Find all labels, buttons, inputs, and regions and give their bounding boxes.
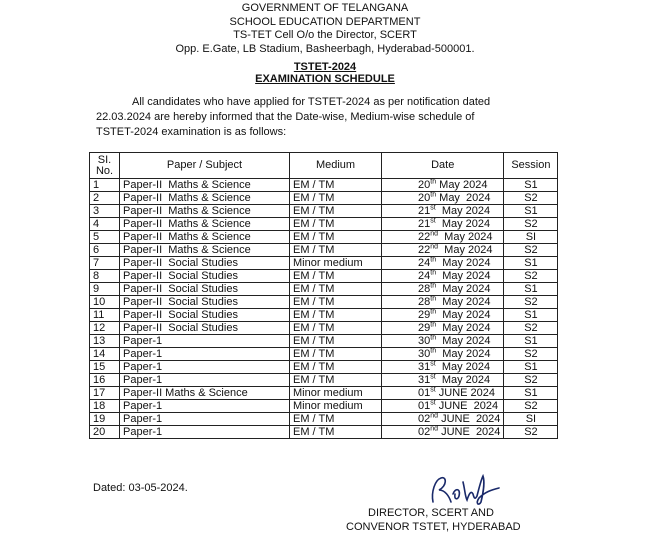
cell-paper: Paper-II Maths & Science (120, 387, 290, 400)
cell-session: S1 (504, 283, 558, 296)
table-row (90, 218, 558, 231)
table-row (90, 192, 558, 205)
date-day: 24 (418, 257, 431, 269)
cell-paper: Paper-II Maths & Science (120, 231, 290, 244)
cell-paper: Paper-II Maths & Science (120, 192, 290, 205)
cell-sl-no: 7 (90, 257, 120, 270)
cell-medium: EM / TM (290, 283, 382, 296)
schedule-table-body (90, 179, 558, 439)
office-address: Opp. E.Gate, LB Stadium, Basheerbagh, Hyderabad-500001. (175, 42, 475, 55)
signatory-title: DIRECTOR, SCERT AND (368, 507, 494, 519)
table-row (90, 231, 558, 244)
header-date: Date (382, 153, 504, 179)
cell-paper: Paper-1 (120, 413, 290, 426)
cell-date (382, 270, 504, 283)
cell-medium: EM / TM (290, 296, 382, 309)
date-month-year: May 2024 (436, 309, 491, 321)
cell-date (382, 205, 504, 218)
table-row (90, 335, 558, 348)
date-month-year: May 2024 (436, 257, 491, 269)
date-day: 01 (418, 400, 431, 412)
cell-medium: EM / TM (290, 309, 382, 322)
date-suffix: nd (430, 425, 439, 433)
cell-medium: EM / TM (290, 192, 382, 205)
date-suffix: nd (430, 412, 439, 420)
date-month-year: May 2024 (436, 179, 488, 191)
date-day: 30 (418, 335, 431, 347)
schedule-table (89, 152, 558, 439)
date-suffix: th (430, 295, 437, 303)
cell-medium: EM / TM (290, 361, 382, 374)
intro-paragraph (96, 95, 570, 140)
date-month-year: May 2024 (435, 205, 491, 217)
cell-medium: EM / TM (290, 413, 382, 426)
signatory-designation: CONVENOR TSTET, HYDERABAD (346, 521, 521, 533)
table-row (90, 309, 558, 322)
cell-paper: Paper-II Social Studies (120, 296, 290, 309)
cell-session: S1 (504, 179, 558, 192)
table-row (90, 283, 558, 296)
cell-medium: EM / TM (290, 348, 382, 361)
cell-sl-no: 5 (90, 231, 120, 244)
table-header-row (90, 153, 558, 179)
cell-sl-no: 6 (90, 244, 120, 257)
date-suffix: th (430, 256, 437, 264)
cell-date (382, 387, 504, 400)
cell-medium: EM / TM (290, 335, 382, 348)
date-suffix: th (430, 347, 437, 355)
date-month-year: May 2024 (436, 296, 491, 308)
date-suffix: nd (430, 230, 439, 238)
date-day: 21 (418, 218, 431, 230)
cell-medium: Minor medium (290, 257, 382, 270)
cell-paper: Paper-1 (120, 374, 290, 387)
table-row (90, 400, 558, 413)
cell-date (382, 296, 504, 309)
cell-date (382, 218, 504, 231)
date-day: 28 (418, 296, 431, 308)
cell-medium: EM / TM (290, 179, 382, 192)
cell-medium: Minor medium (290, 387, 382, 400)
date-month-year: May 2024 (436, 335, 491, 347)
cell-sl-no: 8 (90, 270, 120, 283)
cell-medium: Minor medium (290, 400, 382, 413)
date-suffix: th (430, 282, 437, 290)
date-day: 22 (418, 244, 431, 256)
table-row (90, 348, 558, 361)
cell-session: S2 (504, 322, 558, 335)
cell-paper: Paper-1 (120, 361, 290, 374)
date-day: 22 (418, 231, 431, 243)
date-month-year: JUNE 2024 (438, 426, 501, 438)
cell-sl-no: 17 (90, 387, 120, 400)
department-name: SCHOOL EDUCATION DEPARTMENT (229, 15, 421, 28)
cell-session: S2 (504, 218, 558, 231)
cell-paper: Paper-II Social Studies (120, 257, 290, 270)
cell-date (382, 322, 504, 335)
cell-session: S2 (504, 270, 558, 283)
date-suffix: th (430, 334, 437, 342)
cell-date (382, 179, 504, 192)
table-row (90, 179, 558, 192)
cell-date (382, 426, 504, 439)
cell-medium: EM / TM (290, 244, 382, 257)
cell-medium: EM / TM (290, 426, 382, 439)
date-day: 20 (418, 179, 431, 191)
date-suffix: nd (430, 243, 439, 251)
date-month-year: JUNE 2024 (438, 413, 501, 425)
date-suffix: th (430, 269, 437, 277)
date-suffix: st (430, 373, 436, 381)
cell-date (382, 335, 504, 348)
cell-paper: Paper-II Social Studies (120, 283, 290, 296)
dated-line: Dated: 03-05-2024. (93, 482, 188, 494)
date-suffix: st (430, 204, 436, 212)
cell-sl-no: 16 (90, 374, 120, 387)
table-row (90, 374, 558, 387)
date-month-year: May 2024 (436, 283, 491, 295)
cell-sl-no: 12 (90, 322, 120, 335)
cell-date (382, 400, 504, 413)
cell-date (382, 192, 504, 205)
cell-session: S2 (504, 348, 558, 361)
header-session: Session (504, 153, 558, 179)
date-month-year: May 2024 (436, 192, 491, 204)
date-day: 21 (418, 205, 431, 217)
cell-session: S2 (504, 426, 558, 439)
date-day: 29 (418, 322, 431, 334)
cell-date (382, 231, 504, 244)
header-paper: Paper / Subject (120, 153, 290, 179)
cell-sl-no: 14 (90, 348, 120, 361)
cell-sl-no: 3 (90, 205, 120, 218)
cell-date (382, 348, 504, 361)
cell-session: S1 (504, 257, 558, 270)
date-day: 01 (418, 387, 431, 399)
date-month-year: May 2024 (435, 374, 491, 386)
cell-date (382, 244, 504, 257)
signature-image (425, 472, 505, 506)
cell-sl-no: 9 (90, 283, 120, 296)
cell-session: S1 (504, 335, 558, 348)
date-month-year: May 2024 (438, 231, 493, 243)
cell-session: S2 (504, 296, 558, 309)
cell-sl-no: 2 (90, 192, 120, 205)
date-month-year: May 2024 (435, 218, 491, 230)
cell-paper: Paper-II Social Studies (120, 309, 290, 322)
cell-date (382, 413, 504, 426)
date-suffix: th (430, 178, 437, 186)
table-row (90, 257, 558, 270)
date-suffix: st (430, 360, 436, 368)
cell-paper: Paper-1 (120, 400, 290, 413)
date-suffix: th (430, 308, 437, 316)
cell-date (382, 283, 504, 296)
cell-date (382, 309, 504, 322)
date-day: 30 (418, 348, 431, 360)
cell-medium: EM / TM (290, 374, 382, 387)
date-day: 02 (418, 426, 431, 438)
cell-medium: EM / TM (290, 205, 382, 218)
date-month-year: May 2024 (435, 361, 491, 373)
intro-line-2: 22.03.2024 are hereby informed that the Date-wise, Medium-wise schedule of (96, 111, 475, 123)
date-suffix: th (430, 321, 437, 329)
cell-paper: Paper-II Social Studies (120, 322, 290, 335)
cell-paper: Paper-1 (120, 335, 290, 348)
date-day: 20 (418, 192, 431, 204)
cell-paper: Paper-II Social Studies (120, 270, 290, 283)
cell-name: TS-TET Cell O/o the Director, SCERT (233, 29, 417, 41)
intro-line-3: TSTET-2024 examination is as follows: (96, 126, 287, 138)
cell-date (382, 257, 504, 270)
table-row (90, 361, 558, 374)
cell-session: S2 (504, 374, 558, 387)
cell-paper: Paper-II Maths & Science (120, 244, 290, 257)
table-row (90, 413, 558, 426)
document-subtitle: EXAMINATION SCHEDULE (255, 73, 395, 85)
date-suffix: st (430, 217, 436, 225)
date-day: 28 (418, 283, 431, 295)
cell-date (382, 374, 504, 387)
date-day: 31 (418, 374, 431, 386)
date-day: 31 (418, 361, 431, 373)
date-month-year: May 2024 (436, 270, 491, 282)
cell-session: S1 (504, 387, 558, 400)
cell-medium: EM / TM (290, 231, 382, 244)
date-day: 29 (418, 309, 431, 321)
cell-session: S2 (504, 244, 558, 257)
intro-line-1: All candidates who have applied for TSTET-2024 as per notification dated (132, 96, 491, 108)
table-row (90, 244, 558, 257)
table-row (90, 270, 558, 283)
cell-sl-no: 10 (90, 296, 120, 309)
table-row (90, 426, 558, 439)
cell-session: S1 (504, 205, 558, 218)
cell-session: S2 (504, 192, 558, 205)
cell-session: S2 (504, 400, 558, 413)
cell-sl-no: 11 (90, 309, 120, 322)
date-month-year: May 2024 (436, 322, 491, 334)
cell-sl-no: 13 (90, 335, 120, 348)
cell-sl-no: 20 (90, 426, 120, 439)
table-row (90, 387, 558, 400)
cell-paper: Paper-II Maths & Science (120, 218, 290, 231)
header-sl-no: SI. No. (90, 153, 120, 179)
cell-paper: Paper-II Maths & Science (120, 179, 290, 192)
date-day: 24 (418, 270, 431, 282)
cell-sl-no: 4 (90, 218, 120, 231)
govt-name: GOVERNMENT OF TELANGANA (241, 2, 409, 14)
date-day: 02 (418, 413, 431, 425)
cell-session: SI (504, 231, 558, 244)
letterhead (0, 2, 650, 56)
cell-sl-no: 1 (90, 179, 120, 192)
date-suffix: st (430, 399, 436, 407)
table-row (90, 322, 558, 335)
cell-session: S1 (504, 361, 558, 374)
cell-medium: EM / TM (290, 270, 382, 283)
cell-session: S1 (504, 309, 558, 322)
cell-sl-no: 18 (90, 400, 120, 413)
cell-sl-no: 19 (90, 413, 120, 426)
cell-paper: Paper-II Maths & Science (120, 205, 290, 218)
date-suffix: th (430, 191, 437, 199)
cell-medium: EM / TM (290, 322, 382, 335)
date-month-year: JUNE 2024 (435, 387, 496, 399)
table-row (90, 296, 558, 309)
date-month-year: May 2024 (438, 244, 493, 256)
header-medium: Medium (290, 153, 382, 179)
date-month-year: May 2024 (436, 348, 491, 360)
document-title: TSTET-2024 (293, 61, 357, 73)
cell-session: SI (504, 413, 558, 426)
date-month-year: JUNE 2024 (435, 400, 499, 412)
cell-medium: EM / TM (290, 218, 382, 231)
cell-paper: Paper-1 (120, 426, 290, 439)
date-suffix: st (430, 386, 436, 394)
cell-sl-no: 15 (90, 361, 120, 374)
cell-date (382, 361, 504, 374)
cell-paper: Paper-1 (120, 348, 290, 361)
table-row (90, 205, 558, 218)
